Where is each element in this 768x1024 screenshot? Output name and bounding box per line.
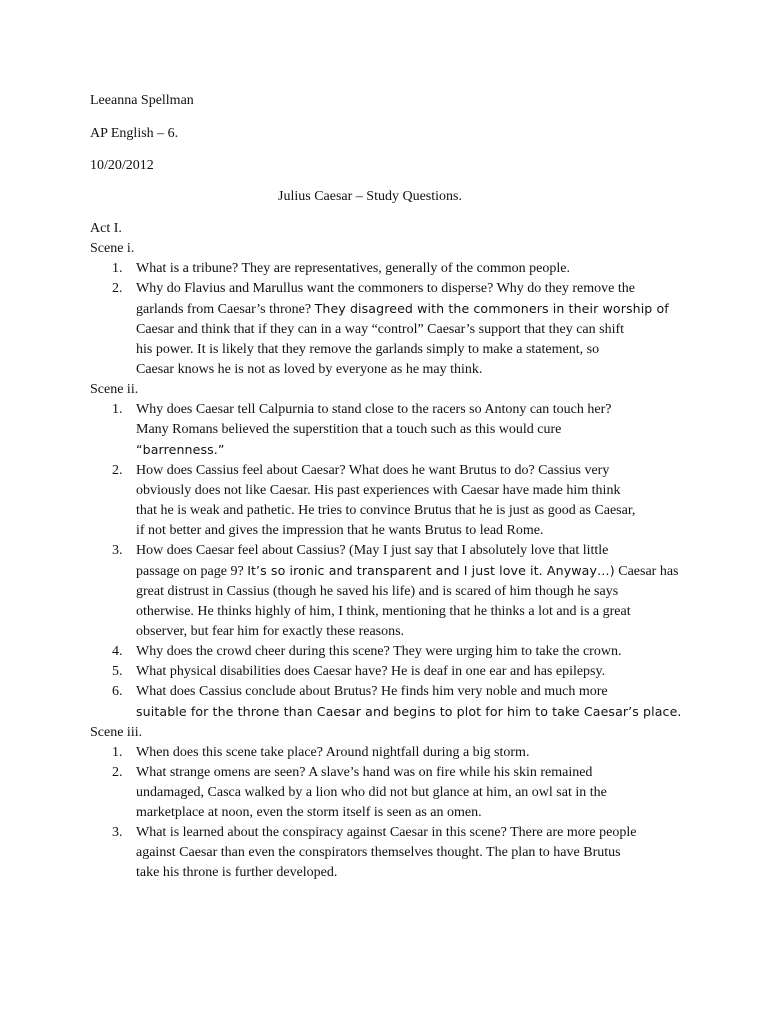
text-span: observer, but fear him for exactly these reasons. [136, 624, 405, 639]
text-span: Why does the crowd cheer during this scene? They were urging him to take the crown. [136, 644, 622, 659]
page-title: Julius Caesar – Study Questions. [278, 189, 462, 204]
text-line [136, 279, 690, 299]
text-span: otherwise. He thinks highly of him, I think, mentioning that he thinks a lot and is a great [136, 604, 631, 619]
text-line [136, 843, 690, 863]
text-span: They disagreed with the commoners in their worship of [314, 301, 669, 316]
text-span: Caesar knows he is not as loved by everyone as he may think. [136, 362, 483, 377]
text-span: take his throne is further developed. [136, 865, 338, 880]
text-span: passage on page 9? [136, 564, 248, 579]
text-span: great distrust in Cassius (though he saved his life) and is scared of him though he says [136, 584, 619, 599]
text-span: marketplace at noon, even the storm itself is seen as an omen. [136, 805, 482, 820]
text-span: garlands from Caesar’s throne? [136, 302, 315, 317]
text-span: suitable for the throne than Caesar and begins to plot for him to take Caesar’s place. [136, 704, 682, 719]
text-line [136, 400, 690, 420]
text-span: What strange omens are seen? A slave’s hand was on fire while his skin remained [136, 765, 593, 780]
text-line [136, 561, 690, 582]
question-item [90, 682, 690, 723]
date: 10/20/2012 [90, 158, 154, 173]
text-line [136, 541, 690, 561]
text-span: against Caesar than even the conspirators themselves thought. The plan to have Brutus [136, 845, 621, 860]
text-span: What physical disabilities does Caesar have? He is deaf in one ear and has epilepsy. [136, 664, 606, 679]
class-name: AP English – 6. [90, 126, 179, 141]
text-span: “barrenness.” [136, 442, 225, 457]
text-line [136, 863, 690, 883]
item-number: 1. [112, 402, 123, 417]
text-span: that he is weak and pathetic. He tries to convince Brutus that he is just as good as Caesar, [136, 503, 636, 518]
text-line [136, 642, 690, 662]
scene-heading: Scene i. [90, 241, 135, 256]
text-span: When does this scene take place? Around nightfall during a big storm. [136, 745, 530, 760]
item-number: 6. [112, 684, 123, 699]
text-span: Caesar has [614, 564, 679, 579]
question-item [90, 642, 690, 662]
question-item [90, 541, 690, 642]
text-line [136, 622, 690, 642]
text-line [136, 602, 690, 622]
question-list [90, 259, 690, 380]
text-span: Why do Flavius and Marullus want the commoners to disperse? Why do they remove the [136, 281, 635, 296]
text-line [136, 783, 690, 803]
text-span: his power. It is likely that they remove the garlands simply to make a statement, so [136, 342, 600, 357]
text-line [136, 440, 690, 461]
question-list [90, 400, 690, 723]
text-line [136, 360, 690, 380]
text-span: It’s so ironic and transparent and I just love it. Anyway…) [247, 563, 615, 578]
text-span: if not better and gives the impression that he wants Brutus to lead Rome. [136, 523, 544, 538]
item-number: 3. [112, 543, 123, 558]
text-span: How does Cassius feel about Caesar? What does he want Brutus to do? Cassius very [136, 463, 610, 478]
item-number: 1. [112, 261, 123, 276]
question-item [90, 743, 690, 763]
document-body [90, 219, 690, 883]
text-span: What does Cassius conclude about Brutus? He finds him very noble and much more [136, 684, 608, 699]
text-line [136, 259, 690, 279]
text-line [136, 662, 690, 682]
text-line [136, 299, 690, 320]
text-span: What is a tribune? They are representatives, generally of the common people. [136, 261, 570, 276]
question-item [90, 461, 690, 541]
question-item [90, 763, 690, 823]
text-line [136, 582, 690, 602]
scene-heading: Scene iii. [90, 725, 143, 740]
text-line [136, 682, 690, 702]
text-line [136, 481, 690, 501]
question-list [90, 743, 690, 883]
question-item [90, 823, 690, 883]
scene-heading: Scene ii. [90, 382, 139, 397]
text-line [136, 763, 690, 783]
text-line [136, 420, 690, 440]
author-name: Leeanna Spellman [90, 93, 194, 108]
text-line [136, 702, 690, 723]
question-item [90, 662, 690, 682]
text-line [136, 461, 690, 481]
text-line [136, 340, 690, 360]
item-number: 4. [112, 644, 123, 659]
text-line [136, 320, 690, 340]
text-line [136, 743, 690, 763]
text-span: undamaged, Casca walked by a lion who did not but glance at him, an owl sat in the [136, 785, 607, 800]
item-number: 2. [112, 281, 123, 296]
item-number: 5. [112, 664, 123, 679]
text-span: obviously does not like Caesar. His past experiences with Caesar have made him think [136, 483, 621, 498]
text-span: Many Romans believed the superstition that a touch such as this would cure [136, 422, 562, 437]
text-span: Why does Caesar tell Calpurnia to stand close to the racers so Antony can touch her? [136, 402, 612, 417]
text-line [136, 823, 690, 843]
item-number: 1. [112, 745, 123, 760]
text-line [136, 501, 690, 521]
text-span: What is learned about the conspiracy against Caesar in this scene? There are more people [136, 825, 637, 840]
text-line [136, 803, 690, 823]
text-span: How does Caesar feel about Cassius? (May I just say that I absolutely love that little [136, 543, 609, 558]
question-item [90, 279, 690, 380]
text-line [136, 521, 690, 541]
act-heading: Act I. [90, 221, 122, 236]
item-number: 2. [112, 765, 123, 780]
item-number: 2. [112, 463, 123, 478]
item-number: 3. [112, 825, 123, 840]
question-item [90, 400, 690, 461]
text-span: Caesar and think that if they can in a way “control” Caesar’s support that they can shift [136, 322, 625, 337]
question-item [90, 259, 690, 279]
